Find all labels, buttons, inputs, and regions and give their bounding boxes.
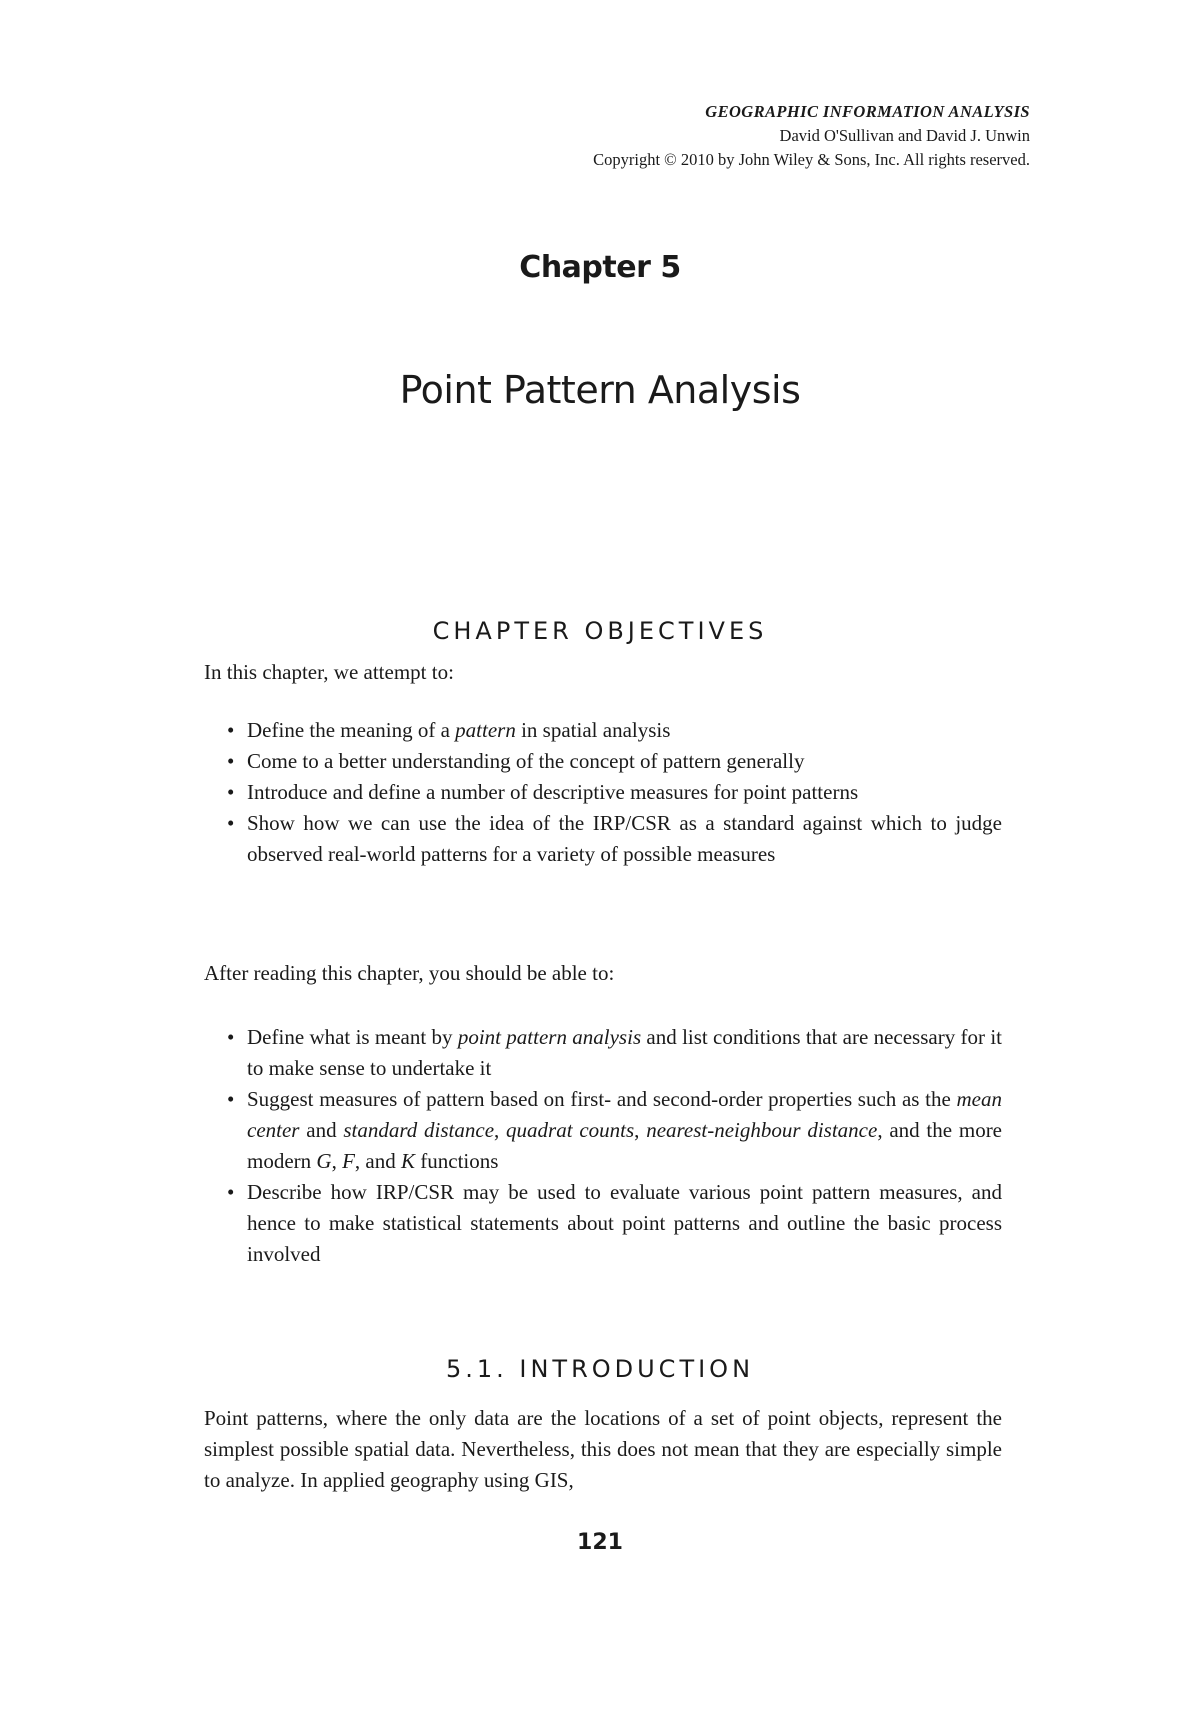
page-number: 121 — [577, 1530, 623, 1555]
list-item: • Suggest measures of pattern based on first- and second-order properties such as the mean center and standard distance, quadrat counts, nearest-neighbour distance, and the more modern G, F, and K functions — [227, 1084, 1002, 1177]
authors: David O'Sullivan and David J. Unwin — [779, 126, 1030, 145]
bullet-icon: • — [227, 718, 235, 742]
introduction-heading: 5.1. INTRODUCTION — [445, 1355, 755, 1383]
introduction-paragraph: Point patterns, where the only data are the locations of a set of point objects, represent the simplest possible spatial data. Nevertheless, this does not mean that they are especially simple to analyze. In applied geography using GIS, — [204, 1406, 1002, 1492]
objectives-intro: In this chapter, we attempt to: — [204, 660, 454, 684]
list-item: • Define the meaning of a pattern in spatial analysis — [227, 715, 1002, 746]
objectives-list — [227, 715, 1002, 870]
outcomes-intro: After reading this chapter, you should be able to: — [204, 961, 615, 985]
book-title: GEOGRAPHIC INFORMATION ANALYSIS — [705, 102, 1030, 121]
bullet-icon: • — [227, 749, 235, 773]
bullet-icon: • — [227, 811, 235, 835]
list-item: • Introduce and define a number of descriptive measures for point patterns — [227, 777, 1002, 808]
bullet-icon: • — [227, 1025, 235, 1049]
bullet-icon: • — [227, 1180, 235, 1204]
list-item: • Describe how IRP/CSR may be used to evaluate various point pattern measures, and hence to make statistical statements about point patterns and outline the basic process involved — [227, 1177, 1002, 1270]
running-header — [593, 100, 1030, 172]
copyright-line: Copyright © 2010 by John Wiley & Sons, Inc. All rights reserved. — [593, 150, 1030, 169]
bullet-icon: • — [227, 780, 235, 804]
chapter-title: Point Pattern Analysis — [399, 368, 801, 412]
list-item: • Come to a better understanding of the concept of pattern generally — [227, 746, 1002, 777]
bullet-icon: • — [227, 1087, 235, 1111]
list-item: • Define what is meant by point pattern analysis and list conditions that are necessary for it to make sense to undertake it — [227, 1022, 1002, 1084]
outcomes-list — [227, 1022, 1002, 1270]
chapter-label: Chapter 5 — [519, 250, 681, 285]
objectives-heading: CHAPTER OBJECTIVES — [432, 617, 768, 645]
list-item: • Show how we can use the idea of the IRP/CSR as a standard against which to judge observed real-world patterns for a variety of possible measures — [227, 808, 1002, 870]
